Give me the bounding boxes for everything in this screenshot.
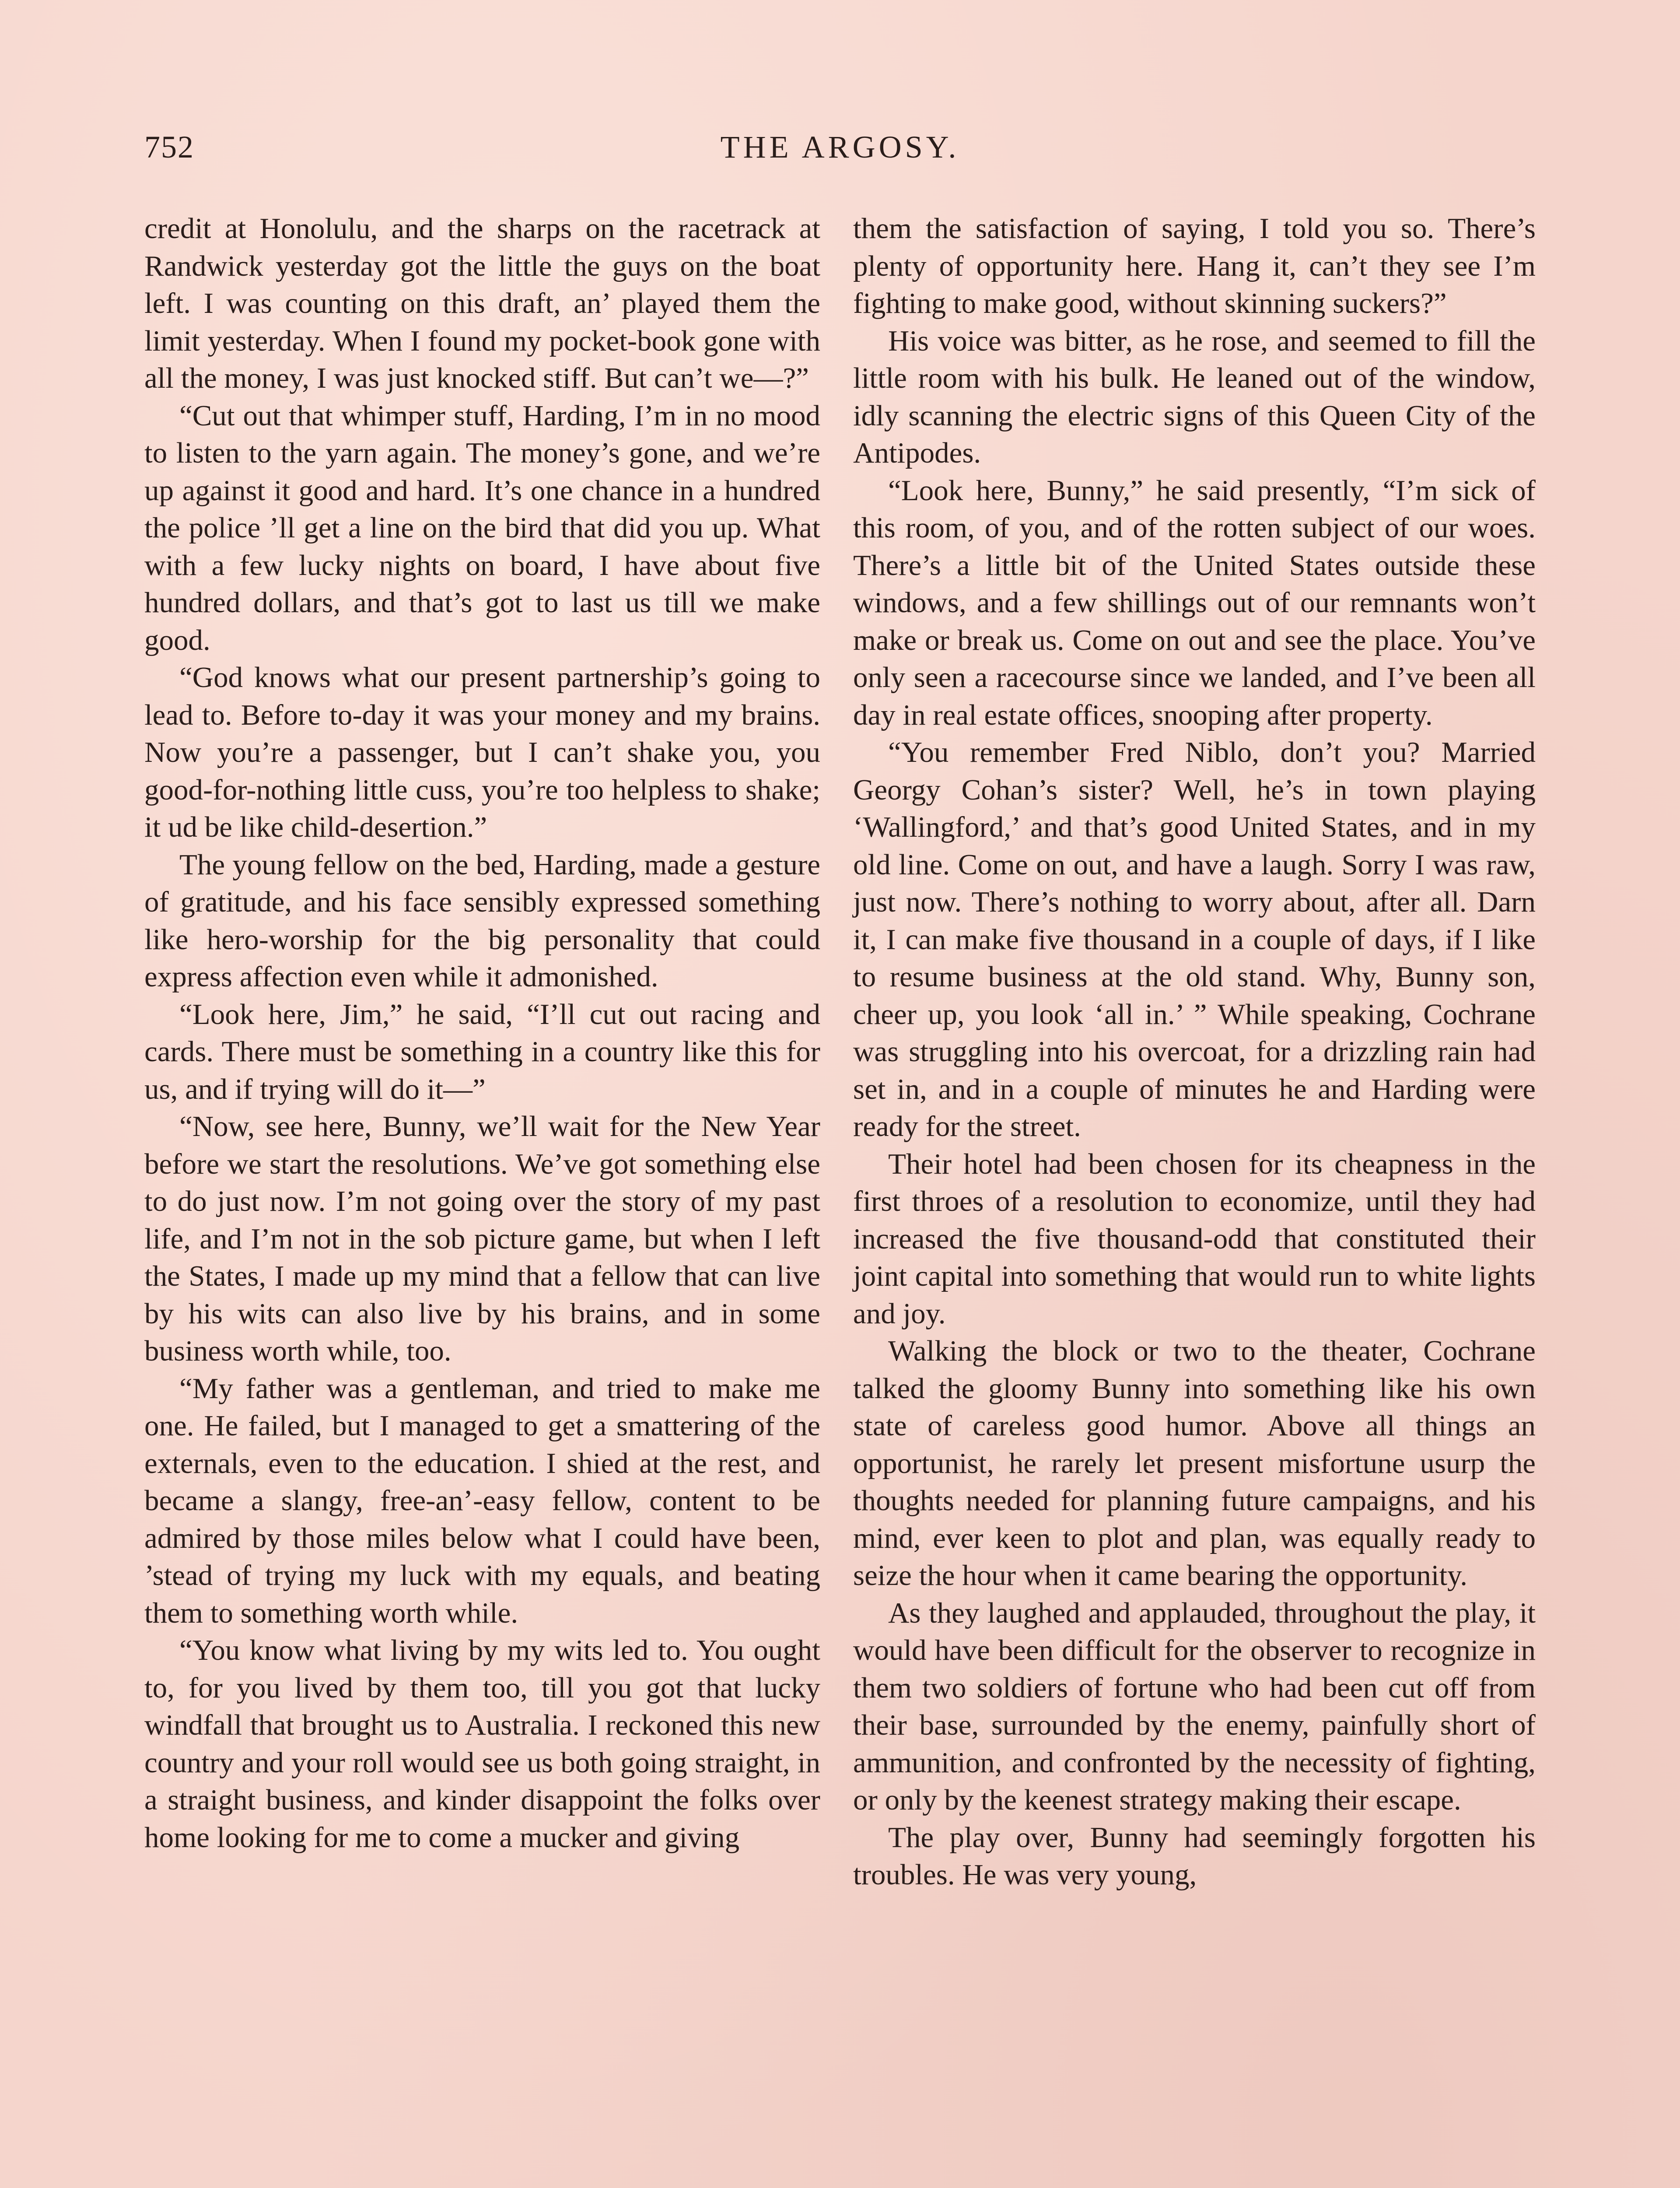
paragraph: “God knows what our present partnership’s going to lead to. Before to-day it was your money and my brains. Now you’re a passenger, but I can’t shake you, you good-for-nothing little cuss, you’re too helpless to shake; it ud be like child-desertion.” [144,661,820,843]
page-header [144,129,1536,182]
paragraph: The young fellow on the bed, Harding, made a gesture of gratitude, and his face sensibly expressed something like hero-worship for the big personality that could express affection even while it admonished. [144,848,820,993]
paragraph: Their hotel had been chosen for its cheapness in the first throes of a resolution to economize, until they had increased the five thousand-odd that constituted their joint capital into something that would run to white lights and joy. [853,1147,1536,1330]
paragraph: “Cut out that whimper stuff, Harding, I’m in no mood to listen to the yarn again. The money’s gone, and we’re up against it good and hard. It’s one chance in a hundred the police ’ll get a line on the bird that did you up. What with a few lucky nights on board, I have about five hundred dollars, and that’s got to last us till we make good. [144,399,820,656]
paragraph: “My father was a gentleman, and tried to make me one. He failed, but I managed to get a smattering of the externals, even to the education. I shied at the rest, and became a slangy, free-an’-easy fellow, content to be admired by those miles below what I could have been, ’stead of trying my luck with my equals, and beating them to something worth while. [144,1372,820,1629]
paragraph: His voice was bitter, as he rose, and seemed to fill the little room with his bulk. He leaned out of the window, idly scanning the electric signs of this Queen City of the Antipodes. [853,324,1536,469]
paragraph: “You know what living by my wits led to. You ought to, for you lived by them too, till you got that lucky windfall that brought us to Australia. I reckoned this new country and your roll would see us both going straight, in a straight business, and kinder disappoint the folks over home looking for me to come a mucker and giving [144,1634,820,1854]
paragraph: “Look here, Bunny,” he said presently, “I’m sick of this room, of you, and of the rotten subject of our woes. There’s a little bit of the United States outside these windows, and a few shillings out of our remnants won’t make or break us. Come on out and see the place. You’ve only seen a racecourse since we landed, and I’ve been all day in real estate offices, snooping after property. [853,474,1536,731]
paragraph: “Look here, Jim,” he said, “I’ll cut out racing and cards. There must be something in a country like this for us, and if trying will do it—” [144,998,820,1105]
page-number: 752 [144,130,194,165]
paragraph: The play over, Bunny had seemingly forgotten his troubles. He was very young, [853,1821,1536,1891]
paragraph: credit at Honolulu, and the sharps on the racetrack at Randwick yesterday got the little the guys on the boat left. I was counting on this draft, an’ played them the limit yesterday. When I found my pocket-book gone with all the money, I was just knocked stiff. But can’t we—?” [144,212,820,394]
left-column [144,210,820,1856]
right-column [853,210,1536,1894]
paragraph: Walking the block or two to the theater, Cochrane talked the gloomy Bunny into something like his own state of careless good humor. Above all things an opportunist, he rarely let present misfortune usurp the thoughts needed for planning future campaigns, and his mind, ever keen to plot and plan, was equally ready to seize the hour when it came bearing the opportunity. [853,1335,1536,1592]
paragraph: “Now, see here, Bunny, we’ll wait for the New Year before we start the resolutions. We’ve got something else to do just now. I’m not going over the story of my past life, and I’m not in the sob picture game, but when I left the States, I made up my mind that a fellow that can live by his wits can also live by his brains, and in some business worth while, too. [144,1110,820,1367]
paragraph: As they laughed and applauded, throughout the play, it would have been difficult for the observer to recognize in them two soldiers of fortune who had been cut off from their base, surrounded by the enemy, painfully short of ammunition, and confronted by the necessity of fighting, or only by the keenest strategy making their escape. [853,1596,1536,1816]
paragraph: them the satisfaction of saying, I told you so. There’s plenty of opportunity here. Hang it, can’t they see I’m fighting to make good, without skinning suckers?” [853,212,1536,319]
running-head: THE ARGOSY. [720,130,960,165]
paragraph: “You remember Fred Niblo, don’t you? Married Georgy Cohan’s sister? Well, he’s in town playing ‘Wallingford,’ and that’s good United States, and in my old line. Come on out, and have a laugh. Sorry I was raw, just now. There’s nothing to worry about, after all. Darn it, I can make five thousand in a couple of days, if I like to resume business at the old stand. Why, Bunny son, cheer up, you look ‘all in.’ ” While speaking, Cochrane was struggling into his overcoat, for a drizzling rain had set in, and in a couple of minutes he and Harding were ready for the street. [853,736,1536,1143]
